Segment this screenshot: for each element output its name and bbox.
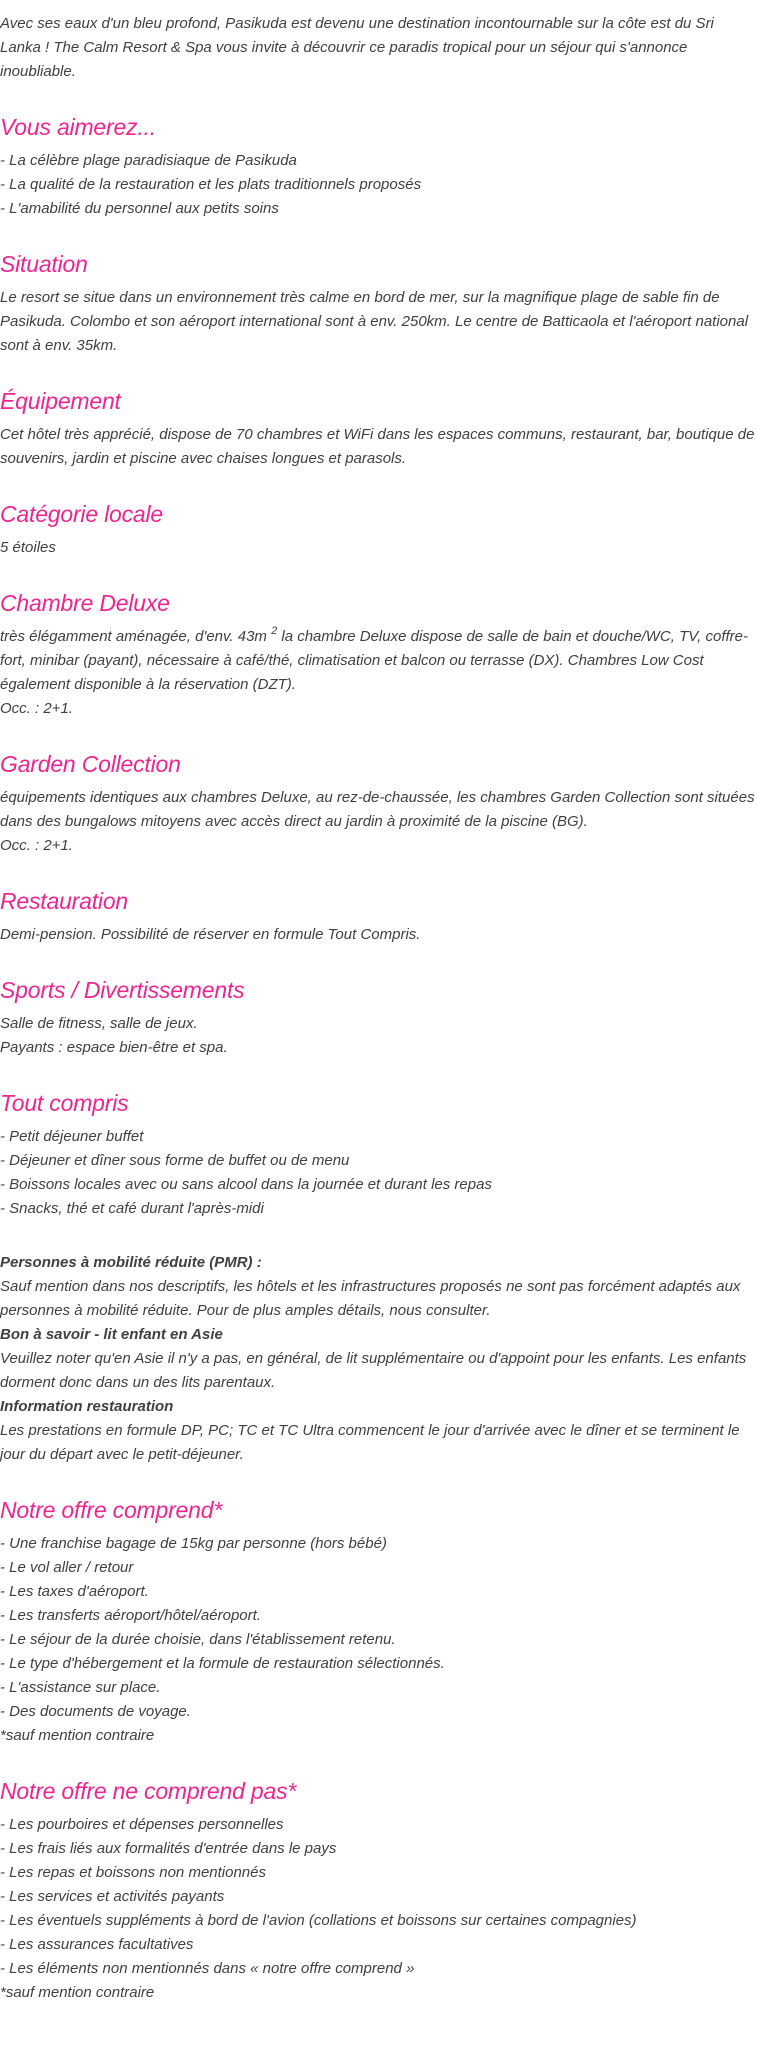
list-item: - Les frais liés aux formalités d'entrée dans le pays (0, 1840, 337, 1857)
heading-chambre-deluxe: Chambre Deluxe (0, 590, 170, 616)
heading-equipement: Équipement (0, 388, 121, 414)
list-item: - Les transferts aéroport/hôtel/aéroport. (0, 1607, 261, 1624)
list-item: - Les repas et boissons non mentionnés (0, 1864, 266, 1881)
heading-vous-aimerez: Vous aimerez... (0, 114, 156, 140)
list-item: - Petit déjeuner buffet (0, 1128, 144, 1145)
list-item: - Les assurances facultatives (0, 1936, 194, 1953)
note-text-pmr: Sauf mention dans nos descriptifs, les hôtels et les infrastructures proposés ne sont pas forcément adaptés aux personnes à mobilité réduite. Pour de plus amples détails, nous consulter. (0, 1278, 741, 1319)
section-sports (0, 975, 758, 1060)
note-title-restauration: Information restauration (0, 1398, 174, 1415)
heading-tout-compris: Tout compris (0, 1090, 129, 1116)
list-item: - Les éléments non mentionnés dans « notre offre comprend » (0, 1960, 415, 1977)
section-offre-ne-comprend-pas (0, 1776, 758, 2005)
list-item: - Le séjour de la durée choisie, dans l'établissement retenu. (0, 1631, 396, 1648)
list-item: - Les pourboires et dépenses personnelles (0, 1816, 284, 1833)
garden-collection-occupancy: Occ. : 2+1. (0, 837, 73, 854)
sports-line: Payants : espace bien-être et spa. (0, 1039, 228, 1056)
list-item: - Des documents de voyage. (0, 1703, 191, 1720)
heading-restauration: Restauration (0, 888, 129, 914)
chambre-deluxe-text (0, 625, 758, 697)
chambre-deluxe-occupancy: Occ. : 2+1. (0, 700, 73, 717)
note-title-pmr: Personnes à mobilité réduite (PMR) : (0, 1254, 262, 1271)
list-item: - L'assistance sur place. (0, 1679, 161, 1696)
situation-text: Le resort se situe dans un environnement très calme en bord de mer, sur la magnifique plage de sable fin de Pasikuda. Colombo et son aéroport international sont à env. 250km. Le centre de Batticaola et l'aéroport national sont à env. 35km. (0, 289, 749, 354)
section-restauration (0, 886, 758, 947)
section-vous-aimerez (0, 112, 758, 221)
list-item: - Snacks, thé et café durant l'après-midi (0, 1200, 264, 1217)
heading-situation: Situation (0, 251, 88, 277)
section-situation (0, 249, 758, 358)
hotel-description (0, 12, 758, 2005)
list-item: - Déjeuner et dîner sous forme de buffet ou de menu (0, 1152, 350, 1169)
garden-collection-text: équipements identiques aux chambres Deluxe, au rez-de-chaussée, les chambres Garden Collection sont situées dans des bungalows mitoyens avec accès direct au jardin à proximité de la piscine (BG). (0, 789, 755, 830)
heading-offre-comprend: Notre offre comprend* (0, 1497, 223, 1523)
restauration-text: Demi-pension. Possibilité de réserver en formule Tout Compris. (0, 926, 421, 943)
heading-sports: Sports / Divertissements (0, 977, 245, 1003)
list-item: - Le vol aller / retour (0, 1559, 134, 1576)
equipement-text: Cet hôtel très apprécié, dispose de 70 chambres et WiFi dans les espaces communs, restaurant, bar, boutique de souvenirs, jardin et piscine avec chaises longues et parasols. (0, 426, 755, 467)
heading-offre-ne-comprend-pas: Notre offre ne comprend pas* (0, 1778, 297, 1804)
section-categorie (0, 499, 758, 560)
list-item: - La célèbre plage paradisiaque de Pasikuda (0, 152, 297, 169)
heading-garden-collection: Garden Collection (0, 751, 181, 777)
section-chambre-deluxe (0, 588, 758, 721)
chambre-deluxe-text-start: très élégamment aménagée, d'env. 43m (0, 628, 272, 645)
list-item: - Les services et activités payants (0, 1888, 225, 1905)
section-garden-collection (0, 749, 758, 858)
note-text-enfant: Veuillez noter qu'en Asie il n'y a pas, en général, de lit supplémentaire ou d'appoint pour les enfants. Les enfants dorment donc dans un des lits parentaux. (0, 1350, 747, 1391)
list-item: - Une franchise bagage de 15kg par personne (hors bébé) (0, 1535, 387, 1552)
superscript: 2 (271, 625, 278, 637)
categorie-text: 5 étoiles (0, 539, 56, 556)
list-item: - L'amabilité du personnel aux petits soins (0, 200, 279, 217)
section-equipement (0, 386, 758, 471)
section-offre-comprend (0, 1495, 758, 1748)
section-tout-compris (0, 1088, 758, 1221)
list-item: - Les taxes d'aéroport. (0, 1583, 149, 1600)
heading-categorie: Catégorie locale (0, 501, 164, 527)
list-item: - La qualité de la restauration et les plats traditionnels proposés (0, 176, 422, 193)
offre-comprend-footnote: *sauf mention contraire (0, 1727, 155, 1744)
sports-line: Salle de fitness, salle de jeux. (0, 1015, 198, 1032)
offre-ne-comprend-pas-footnote: *sauf mention contraire (0, 1984, 155, 2001)
note-title-enfant: Bon à savoir - lit enfant en Asie (0, 1326, 223, 1343)
list-item: - Les éventuels suppléments à bord de l'avion (collations et boissons sur certaines compagnies) (0, 1912, 637, 1929)
chambre-deluxe-text-end: la chambre Deluxe dispose de salle de bain et douche/WC, TV, coffre-fort, minibar (payant), nécessaire à café/thé, climatisation et balcon ou terrasse (DX). Chambres Low Cost également disponible à la réservation (DZT). (0, 628, 748, 693)
list-item: - Boissons locales avec ou sans alcool dans la journée et durant les repas (0, 1176, 492, 1193)
note-text-restauration: Les prestations en formule DP, PC; TC et TC Ultra commencent le jour d'arrivée avec le dîner et se terminent le jour du départ avec le petit-déjeuner. (0, 1422, 740, 1463)
section-notes (0, 1251, 758, 1467)
list-item: - Le type d'hébergement et la formule de restauration sélectionnés. (0, 1655, 445, 1672)
intro-paragraph: Avec ses eaux d'un bleu profond, Pasikuda est devenu une destination incontournable sur la côte est du Sri Lanka ! The Calm Resort & Spa vous invite à découvrir ce paradis tropical pour un séjour qui s'annonce inoubliable. (0, 15, 714, 80)
